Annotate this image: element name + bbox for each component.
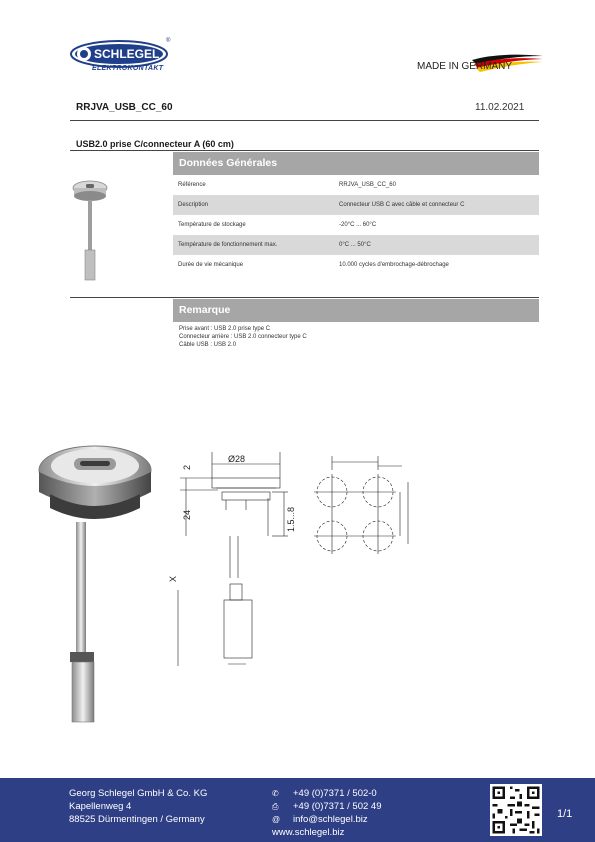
logo-subtitle: ELEKTROKONTAKT	[92, 65, 164, 72]
schlegel-logo	[70, 38, 171, 68]
divider	[70, 297, 539, 298]
spec-value: RRJVA_USB_CC_60	[339, 182, 396, 188]
spec-label: Durée de vie mécanique	[178, 262, 244, 268]
logo-text: SCHLEGEL	[94, 47, 160, 61]
spec-value: 10.000 cycles d'embrochage-débrochage	[339, 262, 449, 268]
spec-value: 0°C ... 50°C	[339, 242, 371, 248]
at-icon: @	[272, 815, 281, 824]
spec-row	[173, 175, 539, 195]
document-reference: RRJVA_USB_CC_60	[76, 102, 173, 113]
spec-row	[173, 235, 539, 255]
registered-mark: ®	[166, 38, 171, 44]
divider	[70, 150, 539, 151]
remark-line: Connecteur arrière : USB 2.0 connecteur type C	[179, 334, 307, 340]
fax-icon: ⎙	[272, 802, 279, 811]
product-title: USB2.0 prise C/connecteur A (60 cm)	[76, 139, 234, 149]
made-in-germany: MADE IN GERMANY	[417, 61, 513, 72]
footer-city: 88525 Dürmentingen / Germany	[69, 814, 205, 825]
spec-label: Température de stockage	[178, 222, 246, 228]
page-number: 1/1	[557, 808, 573, 820]
footer-phone[interactable]: +49 (0)7371 / 502-0	[293, 788, 377, 799]
spec-value: Connecteur USB C avec câble et connecteur C	[339, 202, 465, 208]
technical-drawing-side	[168, 448, 298, 673]
product-render	[30, 440, 160, 730]
dim-diameter: Ø28	[228, 454, 246, 464]
dim-height-2: 2	[182, 464, 192, 470]
dim-height-24: 24	[182, 509, 192, 520]
divider	[70, 120, 539, 121]
document-date: 11.02.2021	[475, 102, 525, 113]
spec-row	[173, 195, 539, 215]
spec-row	[173, 255, 539, 275]
dim-range: 1.5...8	[286, 506, 296, 532]
footer-fax: +49 (0)7371 / 502 49	[293, 801, 382, 812]
technical-drawing-cutout	[310, 452, 420, 582]
footer	[0, 778, 595, 842]
footer-company: Georg Schlegel GmbH & Co. KG	[69, 788, 208, 799]
spec-label: Description	[178, 202, 209, 208]
footer-email[interactable]: info@schlegel.biz	[293, 814, 368, 825]
spec-label: Référence	[178, 182, 206, 188]
remark-line: Câble USB : USB 2.0	[179, 342, 237, 348]
phone-icon: ✆	[272, 789, 279, 798]
remark-line: Prise avant : USB 2.0 prise type C	[179, 326, 271, 332]
dim-x: X	[168, 575, 178, 582]
product-thumbnail	[70, 178, 110, 286]
remark-heading: Remarque	[173, 299, 539, 322]
spec-label: Température de fonctionnement max.	[178, 242, 278, 248]
qr-code	[490, 784, 542, 836]
footer-street: Kapellenweg 4	[69, 801, 132, 812]
spec-value: -20°C ... 60°C	[339, 222, 377, 228]
footer-website[interactable]: www.schlegel.biz	[272, 827, 345, 838]
spec-row	[173, 215, 539, 235]
general-data-heading: Données Générales	[173, 152, 539, 175]
